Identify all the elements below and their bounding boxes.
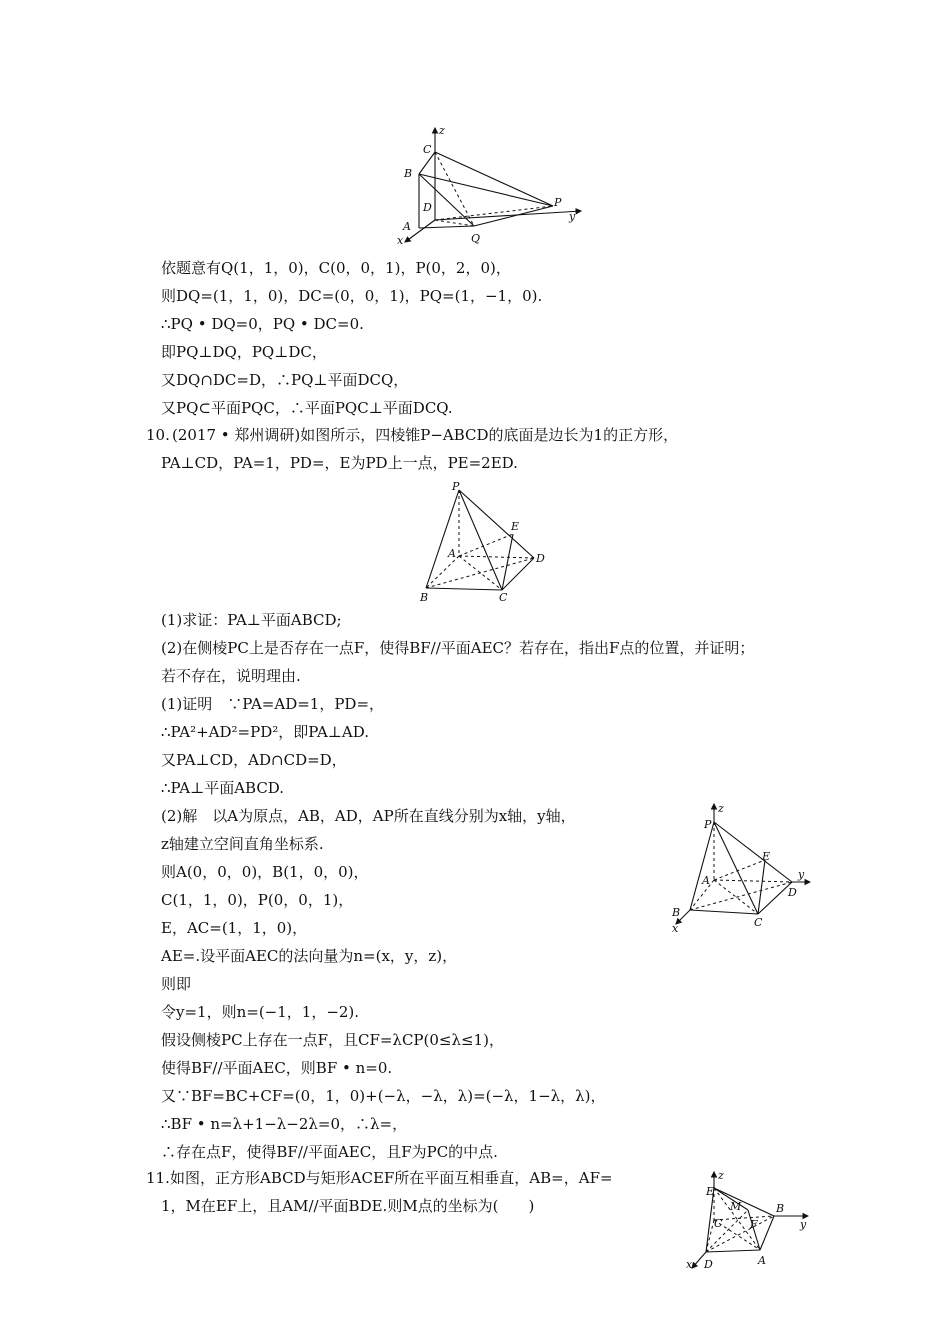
q10-part-1: (1)求证：PA⊥平面ABCD; — [161, 611, 342, 629]
fig4-label-e: E — [706, 1185, 715, 1198]
q10-line-1: (2017 • 郑州调研)如图所示，四棱锥P−ABCD的底面是边长为1的正方形， — [172, 426, 679, 444]
figure-problem-9 — [395, 122, 590, 250]
q10-part-2: (2)在侧棱PC上是否存在一点F，使得BF//平面AEC？若存在，指出F点的位置，并证明； — [161, 639, 755, 657]
q10-sol-1: (2)解 以A为原点，AB，AD，AP所在直线分别为x轴，y轴， — [161, 807, 576, 825]
q10-sol-5: E，AC=(1，1，0)， — [161, 919, 308, 937]
q10-number: 10. — [146, 426, 170, 444]
fig4-label-a: A — [758, 1254, 766, 1267]
fig1-label-q: Q — [471, 232, 481, 245]
q11-number: 11. — [146, 1169, 170, 1187]
fig4-label-b: B — [776, 1202, 785, 1215]
q10-line-2: PA⊥CD，PA=1，PD=，E为PD上一点，PE=2ED. — [161, 454, 518, 472]
q10-proof-4: ∴PA⊥平面ABCD. — [161, 779, 285, 797]
fig4-label-z: z — [718, 1170, 724, 1182]
fig1-label-y: y — [569, 210, 576, 223]
fig1-label-x: x — [397, 234, 404, 247]
fig4-label-m: M — [730, 1200, 742, 1213]
fig3-label-a: A — [702, 874, 710, 887]
figure-problem-10-coordinates — [664, 800, 814, 940]
q10-sol-10: 使得BF//平面AEC，则BF • n=0. — [161, 1059, 393, 1077]
sol9-line-6: 又PQ⊂平面PQC，∴平面PQC⊥平面DCQ. — [161, 399, 453, 417]
fig3-label-c: C — [754, 916, 763, 929]
q10-sol-8: 令y=1，则n=(−1，1，−2). — [161, 1003, 360, 1021]
sol9-line-2: 则DQ=(1，1，0)，DC=(0，0，1)，PQ=(1，−1，0). — [161, 287, 543, 305]
q10-sol-13: ∴存在点F，使得BF//平面AEC，且F为PC的中点. — [161, 1143, 498, 1161]
fig2-label-d: D — [536, 552, 545, 565]
fig3-label-d: D — [788, 886, 797, 899]
fig1-label-p: P — [554, 196, 562, 209]
q10-sol-7: 则即 — [161, 975, 192, 993]
q10-proof-1: (1)证明 ∵PA=AD=1，PD=， — [161, 695, 385, 713]
sol9-line-5: 又DQ∩DC=D，∴PQ⊥平面DCQ， — [161, 371, 409, 389]
q10-sol-4: C(1，1，0)，P(0，0，1)， — [161, 891, 354, 909]
fig2-label-p: P — [452, 480, 460, 493]
fig4-label-x: x — [686, 1258, 693, 1271]
fig4-label-d: D — [704, 1258, 713, 1271]
sol9-line-4: 即PQ⊥DQ，PQ⊥DC， — [161, 343, 327, 361]
fig3-label-p: P — [704, 818, 712, 831]
fig2-label-b: B — [420, 591, 429, 604]
fig1-label-z: z — [439, 124, 445, 137]
sol9-line-1: 依题意有Q(1，1，0)，C(0，0，1)，P(0，2，0)， — [161, 259, 511, 277]
fig1-label-b: B — [404, 167, 413, 180]
figure-problem-10 — [414, 480, 554, 604]
fig3-label-y: y — [798, 868, 805, 881]
q10-sol-3: 则A(0，0，0)，B(1，0，0)， — [161, 863, 369, 881]
fig2-label-e: E — [511, 520, 520, 533]
q10-proof-2: ∴PA²+AD²=PD²，即PA⊥AD. — [161, 723, 369, 741]
q10-sol-9: 假设侧棱PC上存在一点F，且CF=λCP(0≤λ≤1)， — [161, 1031, 504, 1049]
figure-problem-11 — [684, 1170, 814, 1280]
fig3-label-z: z — [718, 802, 724, 815]
q10-sol-6: AE=.设平面AEC的法向量为n=(x，y，z)， — [161, 947, 458, 965]
q10-sol-11: 又∵BF=BC+CF=(0，1，0)+(−λ，−λ，λ)=(−λ，1−λ，λ)， — [161, 1087, 606, 1105]
q10-part-2-cont: 若不存在，说明理由. — [161, 667, 301, 685]
fig3-label-b: B — [672, 906, 681, 919]
fig1-label-d: D — [423, 201, 432, 214]
fig4-label-c: C — [714, 1217, 723, 1230]
fig2-label-a: A — [448, 547, 456, 560]
q11-line-1: 如图，正方形ABCD与矩形ACEF所在平面互相垂直，AB=，AF= — [170, 1169, 613, 1187]
q10-proof-3: 又PA⊥CD，AD∩CD=D， — [161, 751, 347, 769]
q10-sol-2: z轴建立空间直角坐标系. — [161, 835, 324, 853]
sol9-line-3: ∴PQ • DQ=0，PQ • DC=0. — [161, 315, 364, 333]
q10-sol-12: ∴BF • n=λ+1−λ−2λ=0，∴λ=， — [161, 1115, 408, 1133]
fig4-label-y: y — [800, 1218, 807, 1231]
fig2-label-c: C — [499, 591, 508, 604]
fig4-label-f: F — [750, 1218, 758, 1231]
fig1-label-a: A — [403, 220, 411, 233]
fig3-label-x: x — [672, 922, 679, 935]
fig1-label-c: C — [423, 143, 432, 156]
fig3-label-e: E — [762, 850, 771, 863]
q11-line-2: 1，M在EF上，且AM//平面BDE.则M点的坐标为( ) — [161, 1197, 535, 1215]
